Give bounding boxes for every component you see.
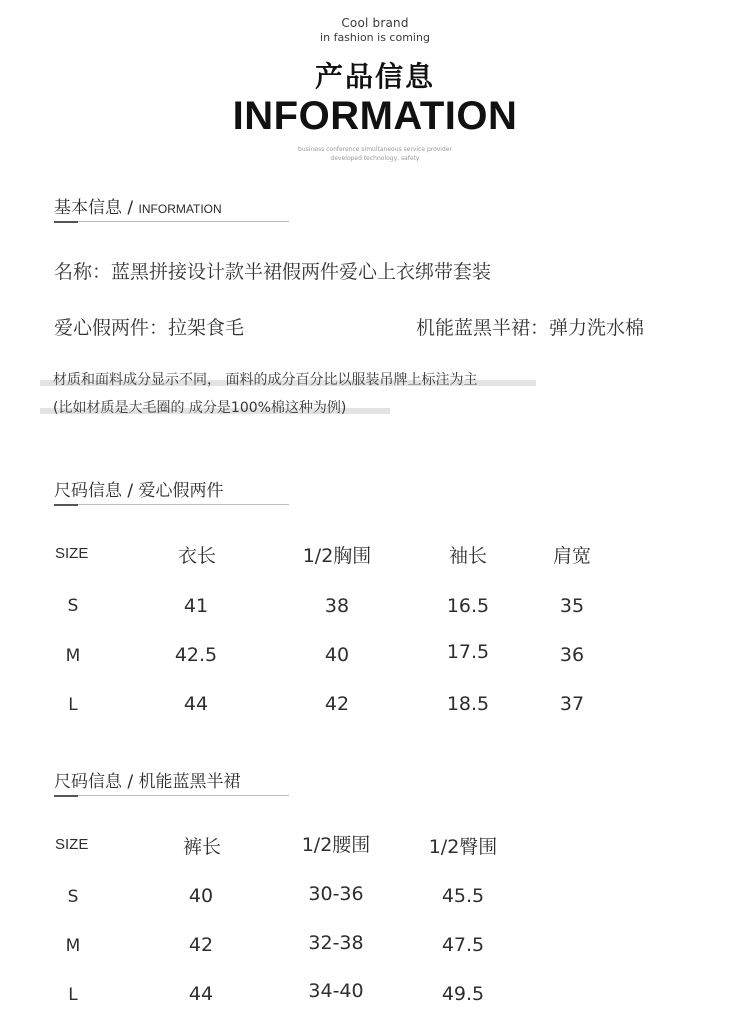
brand-tagline-2: in fashion is coming	[320, 31, 430, 44]
section-heading-size-top: 尺码信息 / 爱心假两件	[54, 481, 224, 501]
table-cell: 42	[188, 934, 214, 956]
size-label: M	[65, 936, 81, 956]
section-heading-basic-en: INFORMATION	[138, 202, 222, 216]
skirt-fabric: 机能蓝黑半裙：弹力洗水棉	[416, 317, 645, 339]
table-cell: 30-36	[308, 883, 364, 905]
tiny-caption-1: business conference simultaneous service provider	[298, 146, 452, 153]
section-divider	[54, 221, 289, 222]
table-cell: 37	[559, 693, 585, 715]
size-label: L	[68, 985, 78, 1005]
table-cell: 35	[559, 595, 585, 617]
brand-tagline-1: Cool brand	[341, 16, 409, 30]
table-cell: 18.5	[446, 693, 490, 715]
section-divider	[54, 504, 289, 505]
col-header-hip: 1/2臀围	[428, 836, 498, 858]
col-header-length: 衣长	[177, 545, 216, 567]
section-divider-accent	[54, 504, 78, 506]
table-cell: 34-40	[308, 980, 364, 1002]
section-heading-size-skirt: 尺码信息 / 机能蓝黑半裙	[54, 772, 241, 792]
size-label: S	[67, 887, 79, 907]
tiny-caption-2: developed technology, safety	[330, 155, 420, 162]
top-fabric: 爱心假两件：拉架食毛	[54, 317, 245, 339]
table-cell: 44	[183, 693, 209, 715]
section-divider-accent	[54, 795, 78, 797]
table-cell: 47.5	[441, 934, 485, 956]
col-header-sleeve: 袖长	[448, 545, 487, 567]
table-cell: 49.5	[441, 983, 485, 1005]
col-header-length: 裤长	[182, 836, 221, 858]
table-cell: 36	[559, 644, 585, 666]
page-title-en: INFORMATION	[232, 94, 518, 138]
table-cell: 17.5	[446, 641, 490, 663]
fabric-note-2: (比如材质是大毛圈的 成分是100%棉这种为例)	[53, 400, 347, 416]
section-divider	[54, 795, 289, 796]
table-cell: 40	[188, 885, 214, 907]
product-name: 名称：蓝黑拼接设计款半裙假两件爱心上衣绑带套装	[54, 261, 492, 283]
table-cell: 41	[183, 595, 209, 617]
section-heading-basic	[54, 193, 222, 218]
size-label: S	[67, 596, 79, 616]
fabric-note-1: 材质和面料成分显示不同， 面料的成分百分比以服装吊牌上标注为主	[53, 372, 478, 388]
col-header-shoulder: 肩宽	[552, 545, 591, 567]
table-cell: 42	[324, 693, 350, 715]
table-cell: 45.5	[441, 885, 485, 907]
col-header-waist: 1/2腰围	[301, 834, 371, 856]
section-divider-accent	[54, 221, 78, 223]
section-heading-basic-cn: 基本信息 /	[54, 198, 139, 218]
table-cell: 16.5	[446, 595, 490, 617]
size-label: M	[65, 646, 81, 666]
table-cell: 38	[324, 595, 350, 617]
table-cell: 44	[188, 983, 214, 1005]
size-label: L	[68, 695, 78, 715]
size-header: SIZE	[55, 836, 89, 853]
table-cell: 32-38	[308, 932, 364, 954]
size-header: SIZE	[55, 545, 89, 562]
page-title-cn: 产品信息	[314, 60, 435, 93]
col-header-chest: 1/2胸围	[302, 545, 372, 567]
table-cell: 40	[324, 644, 350, 666]
table-cell: 42.5	[174, 644, 218, 666]
